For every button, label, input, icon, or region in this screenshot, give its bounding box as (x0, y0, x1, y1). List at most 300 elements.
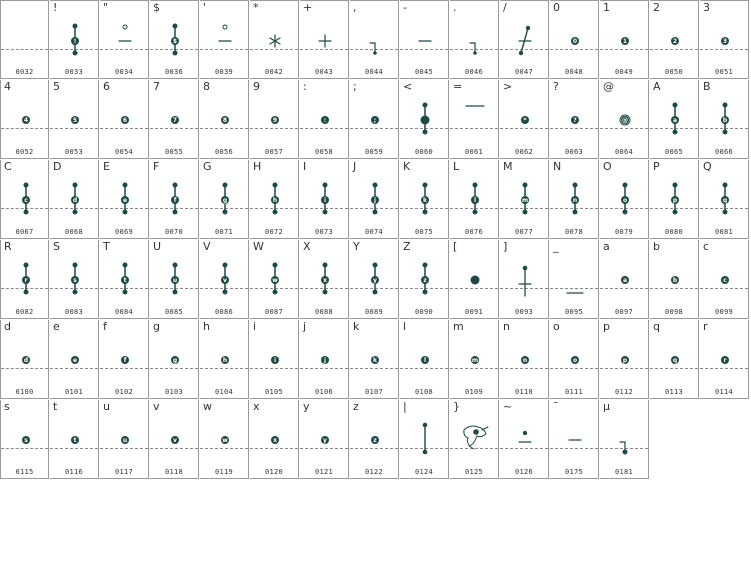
stick-bottom-dot (373, 290, 378, 295)
glyph-code-label: 0082 (15, 308, 34, 316)
small-dot (223, 25, 227, 29)
glyph-character-label: l (403, 320, 407, 333)
glyph-code-label: 0058 (314, 148, 334, 156)
glyph-code-label: 0064 (614, 148, 634, 156)
stick-top-dot (473, 183, 478, 188)
stick-top-dot (273, 183, 278, 188)
glyph-character-label: L (453, 160, 460, 173)
ball-label: u (122, 437, 128, 444)
glyph-cell (250, 400, 299, 479)
glyph-code-label: 0108 (414, 388, 434, 396)
glyph-cell (550, 240, 599, 319)
glyph-code-label: 0097 (614, 308, 634, 316)
ball-label: q (722, 197, 728, 204)
glyph-cell (450, 240, 499, 319)
stick-bottom-dot (673, 130, 678, 135)
ball-label: v (223, 277, 227, 284)
glyph-cell (500, 320, 549, 399)
glyph-character-label: g (153, 320, 160, 333)
glyph-cell (50, 240, 99, 319)
glyph-character-label: s (4, 400, 10, 413)
glyph-code-label: 0048 (564, 68, 584, 76)
ball-label: y (323, 437, 327, 444)
hook-dot (373, 51, 377, 55)
stick-top-dot (73, 24, 78, 29)
glyph-code-label: 0050 (664, 68, 684, 76)
ball-label: n (572, 197, 578, 204)
glyph-code-label: 0087 (264, 308, 284, 316)
ball-label: a (622, 277, 628, 284)
ball-label: 3 (722, 38, 728, 45)
ball-label: ! (73, 38, 77, 45)
glyph-code-label: 0081 (714, 228, 734, 236)
glyph-character-label: u (103, 400, 110, 413)
ball-label: 8 (222, 117, 228, 124)
stick-bottom-dot (24, 210, 29, 215)
glyph-cell (400, 240, 449, 319)
creature-eye (473, 429, 479, 435)
glyph-code-label: 0077 (514, 228, 534, 236)
glyph-code-label: 0109 (464, 388, 484, 396)
glyph-code-label: 0063 (564, 148, 584, 156)
glyph-character-label: M (503, 160, 513, 173)
glyph-character-label: ¯ (553, 400, 559, 413)
ball-label: c (723, 277, 727, 284)
ball-label: c (24, 197, 28, 204)
glyph-code-label: 0036 (164, 68, 184, 76)
glyph-character-label: f (103, 320, 107, 333)
glyph-character-label: c (703, 240, 710, 253)
ball-label: d (72, 197, 78, 204)
glyph-character-label: < (403, 80, 413, 93)
glyph-character-label: + (303, 1, 313, 14)
glyph-cell (700, 80, 749, 159)
stick-bottom-dot (373, 210, 378, 215)
pole-bottom-dot (423, 450, 428, 455)
stick-top-dot (223, 183, 228, 188)
glyph-code-label: 0089 (364, 308, 384, 316)
glyph-character-label: O (603, 160, 612, 173)
glyph-code-label: 0053 (64, 148, 84, 156)
glyph-character-label: e (53, 320, 60, 333)
glyph-character-label: = (453, 80, 463, 93)
glyph-code-label: 0104 (214, 388, 234, 396)
glyph-cell (100, 240, 149, 319)
glyph-cell (400, 80, 449, 159)
ball-label: 4 (23, 117, 29, 124)
glyph-cell (250, 240, 299, 319)
glyph-code-label: 0070 (164, 228, 184, 236)
ball-label: d (23, 357, 29, 364)
glyph-character-label: 9 (253, 80, 260, 93)
stick-top-dot (373, 183, 378, 188)
glyph-cell (650, 80, 699, 159)
glyph-cell (450, 0, 499, 79)
glyph-character-label: V (203, 240, 211, 253)
ball-label: ; (373, 117, 377, 124)
glyph-cell (500, 80, 549, 159)
glyph-cell (500, 400, 549, 479)
ball-label: j (323, 357, 327, 364)
stick-bottom-dot (423, 210, 428, 215)
stick-top-dot (423, 103, 428, 108)
creature-outline (464, 426, 486, 446)
glyph-cell (150, 240, 199, 319)
ball-label: m (521, 197, 529, 204)
glyph-character-label: $ (153, 1, 160, 14)
glyph-code-label: 0055 (164, 148, 184, 156)
glyph-character-label: - (403, 1, 407, 14)
stick-bottom-dot (173, 51, 178, 56)
stick-bottom-dot (273, 210, 278, 215)
glyph-character-label: o (553, 320, 560, 333)
stick-top-dot (573, 183, 578, 188)
glyph-cell (300, 240, 349, 319)
glyph-cell (700, 160, 749, 239)
glyph-code-label: 0065 (664, 148, 684, 156)
glyph-code-label: 0076 (464, 228, 484, 236)
glyph-code-label: 0098 (664, 308, 684, 316)
glyph-cell (200, 240, 249, 319)
ball-label: s (73, 277, 77, 284)
glyph-character-label: p (603, 320, 610, 333)
glyph-cell (250, 160, 299, 239)
ball-label: p (672, 197, 678, 204)
glyph-code-label: 0111 (564, 388, 584, 396)
stick-bottom-dot (24, 290, 29, 295)
glyph-code-label: 0084 (114, 308, 134, 316)
ball-label: $ (172, 38, 178, 45)
glyph-code-label: 0091 (464, 308, 484, 316)
ball-label: 0 (572, 38, 578, 45)
glyph-code-label: 0093 (514, 308, 534, 316)
glyph-code-label: 0052 (15, 148, 34, 156)
glyph-character-label: } (453, 400, 460, 413)
glyph-code-label: 0047 (514, 68, 534, 76)
glyph-character-label: J (353, 160, 357, 173)
glyph-code-label: 0102 (114, 388, 134, 396)
stick-top-dot (24, 183, 29, 188)
glyph-character-label: 8 (203, 80, 210, 93)
glyph-character-label: R (4, 240, 12, 253)
glyph-character-label: @ (603, 80, 614, 93)
glyph-character-label: Q (703, 160, 712, 173)
glyph-character-label: B (703, 80, 711, 93)
ball-label: i (273, 357, 277, 364)
glyph-character-label: r (703, 320, 708, 333)
glyph-cell (100, 80, 149, 159)
glyph-code-label: 0046 (464, 68, 484, 76)
glyph-character-label: . (453, 1, 457, 14)
glyph-character-label: ~ (503, 400, 513, 413)
glyph-cell (550, 160, 599, 239)
stick-top-dot (423, 263, 428, 268)
ball-label: f (123, 357, 127, 364)
stick-bottom-dot (73, 210, 78, 215)
glyph-cell (650, 240, 699, 319)
glyph-code-label: 0114 (714, 388, 734, 396)
glyph-cell (300, 320, 349, 399)
slash-bottom-dot (519, 51, 523, 55)
glyph-cell (150, 80, 199, 159)
glyph-character-label: q (653, 320, 660, 333)
glyph-character-label: E (103, 160, 110, 173)
glyph-cell (0, 240, 49, 319)
ball-label: e (122, 197, 128, 204)
ball-label: z (373, 437, 377, 444)
glyph-code-label: 0054 (114, 148, 134, 156)
ball-label: s (24, 437, 28, 444)
glyph-cell (200, 160, 249, 239)
glyph-cell (450, 320, 499, 399)
glyph-cell (0, 320, 49, 399)
stick-bottom-dot (673, 210, 678, 215)
ball-label: g (222, 197, 228, 204)
glyph-character-label: 6 (103, 80, 110, 93)
glyph-code-label: 0101 (64, 388, 84, 396)
stick-top-dot (73, 183, 78, 188)
glyph-code-label: 0057 (264, 148, 284, 156)
stick-bottom-dot (423, 290, 428, 295)
glyph-code-label: 0042 (264, 68, 284, 76)
glyph-cell (50, 80, 99, 159)
glyph-character-label: x (253, 400, 260, 413)
glyph-cell (200, 0, 249, 79)
glyph-code-label: 0112 (614, 388, 634, 396)
ball-label: z (423, 277, 427, 284)
ball-label: e (72, 357, 78, 364)
ball-label: a (672, 117, 678, 124)
ball-label: x (273, 437, 277, 444)
ball-label: w (272, 277, 278, 284)
glyph-cell (550, 400, 599, 479)
glyph-code-label: 0119 (214, 468, 234, 476)
glyph-character-label: [ (453, 240, 458, 253)
glyph-character-label: W (253, 240, 264, 253)
glyph-cell (400, 320, 449, 399)
glyph-character-label: 1 (603, 1, 610, 14)
glyph-code-label: 0060 (414, 148, 434, 156)
stick-top-dot (173, 263, 178, 268)
ball-label: i (323, 197, 327, 204)
glyph-character-label: _ (553, 240, 559, 253)
stick-top-dot (24, 263, 29, 268)
ball-label: @ (622, 117, 628, 124)
ball-label: 7 (172, 117, 178, 124)
glyph-cell (600, 80, 649, 159)
glyph-code-label: 0075 (414, 228, 434, 236)
stick-bottom-dot (73, 51, 78, 56)
ball-label: j (373, 197, 377, 204)
ball-label: h (272, 197, 278, 204)
stick-bottom-dot (273, 290, 278, 295)
slash-top-dot (526, 26, 530, 30)
stick-top-dot (673, 103, 678, 108)
stick-bottom-dot (173, 210, 178, 215)
stick-bottom-dot (73, 290, 78, 295)
glyph-character-label: T (103, 240, 110, 253)
glyph-cell (0, 0, 49, 79)
glyph-character-label: a (603, 240, 610, 253)
glyph-character-label: 2 (653, 1, 660, 14)
glyph-cell (200, 80, 249, 159)
glyph-code-label: 0080 (664, 228, 684, 236)
stick-bottom-dot (123, 210, 128, 215)
glyph-code-label: 0045 (414, 68, 434, 76)
stick-top-dot (73, 263, 78, 268)
glyph-character-label: d (4, 320, 11, 333)
glyph-code-label: 0061 (464, 148, 484, 156)
glyph-code-label: 0068 (64, 228, 84, 236)
glyph-character-label: : (303, 80, 307, 93)
ball-label: l (473, 197, 477, 204)
glyph-code-label: 0118 (164, 468, 184, 476)
glyph-cell (150, 160, 199, 239)
ball-label: v (173, 437, 177, 444)
glyph-character-label: 4 (4, 80, 11, 93)
glyph-code-label: 0103 (164, 388, 184, 396)
glyph-cell (600, 160, 649, 239)
glyph-character-label: m (453, 320, 464, 333)
glyph-cell (450, 80, 499, 159)
ball-label: 9 (272, 117, 278, 124)
glyph-cell (450, 160, 499, 239)
glyph-character-label: ; (353, 80, 357, 93)
glyph-cell (350, 240, 399, 319)
glyph-cell (0, 400, 49, 479)
stick-bottom-dot (223, 290, 228, 295)
ball-label: y (373, 277, 377, 284)
hook-dot (473, 51, 477, 55)
glyph-cell (500, 0, 549, 79)
glyph-cell (400, 0, 449, 79)
glyph-cell (700, 240, 749, 319)
glyph-character-label: y (303, 400, 310, 413)
glyph-cell (650, 0, 699, 79)
glyph-character-label: N (553, 160, 562, 173)
glyph-character-label: ' (203, 1, 207, 14)
glyph-character-label: n (503, 320, 510, 333)
ball-label: r (723, 357, 727, 364)
ball-label: u (172, 277, 178, 284)
big-dot (471, 276, 480, 285)
glyph-character-label: D (53, 160, 62, 173)
glyph-cell (50, 400, 99, 479)
glyph-code-label: 0039 (214, 68, 234, 76)
hook-dot (623, 450, 628, 455)
stick-bottom-dot (723, 210, 728, 215)
glyph-cell (650, 160, 699, 239)
ball-label: q (672, 357, 678, 364)
ball-label: k (423, 197, 427, 204)
glyph-cell (300, 400, 349, 479)
ball-label: h (222, 357, 228, 364)
glyph-code-label: 0032 (15, 68, 34, 76)
ball-label: r (24, 277, 28, 284)
ball-label: * (523, 117, 527, 124)
glyph-character-label: ] (503, 240, 508, 253)
glyph-code-label: 0126 (514, 468, 534, 476)
glyph-cell (100, 400, 149, 479)
glyph-cell (600, 400, 649, 479)
ball-label: f (173, 197, 177, 204)
glyph-code-label: 0049 (614, 68, 634, 76)
ball-label: b (672, 277, 678, 284)
glyph-code-label: 0062 (514, 148, 534, 156)
glyph-character-label: C (4, 160, 12, 173)
glyph-cell (500, 160, 549, 239)
glyph-character-label: ! (53, 1, 58, 14)
glyph-cell (50, 0, 99, 79)
stick-top-dot (173, 24, 178, 29)
ball-label: p (622, 357, 628, 364)
glyph-cell (700, 320, 749, 399)
glyph-cell (550, 320, 599, 399)
glyph-character-label: w (203, 400, 212, 413)
stick-bottom-dot (423, 130, 428, 135)
glyph-character-label: z (353, 400, 359, 413)
glyph-code-label: 0095 (564, 308, 584, 316)
glyph-code-label: 0116 (64, 468, 84, 476)
glyph-character-label: 3 (703, 1, 710, 14)
glyph-character-label: A (653, 80, 661, 93)
glyph-code-label: 0110 (514, 388, 534, 396)
stick-bottom-dot (623, 210, 628, 215)
glyph-code-label: 0085 (164, 308, 184, 316)
glyph-cell (700, 0, 749, 79)
stick-top-dot (323, 263, 328, 268)
ball-label: o (572, 357, 578, 364)
glyph-code-label: 0072 (264, 228, 284, 236)
glyph-code-label: 0033 (64, 68, 84, 76)
glyph-character-label: v (153, 400, 160, 413)
glyph-code-label: 0074 (364, 228, 384, 236)
ball-label: 6 (122, 117, 128, 124)
glyph-code-label: 0181 (614, 468, 634, 476)
glyph-code-label: 0034 (114, 68, 134, 76)
glyph-code-label: 0069 (114, 228, 134, 236)
glyph-code-label: 0122 (364, 468, 384, 476)
glyph-character-label: h (203, 320, 210, 333)
glyph-cell (600, 320, 649, 399)
small-dot (523, 431, 527, 435)
glyph-code-label: 0175 (564, 468, 584, 476)
glyph-code-label: 0043 (314, 68, 334, 76)
ball-label: g (172, 357, 178, 364)
ball-label: o (622, 197, 628, 204)
glyph-character-label: " (103, 1, 109, 14)
glyph-code-label: 0124 (414, 468, 434, 476)
glyph-cell (350, 400, 399, 479)
stick-top-dot (323, 183, 328, 188)
glyph-code-label: 0079 (614, 228, 634, 236)
glyph-character-label: 7 (153, 80, 160, 93)
ball-label: 5 (72, 117, 78, 124)
stick-top-dot (723, 103, 728, 108)
glyph-character-label: Y (353, 240, 360, 253)
glyph-code-label: 0088 (314, 308, 334, 316)
glyph-character-label: H (253, 160, 262, 173)
stick-bottom-dot (723, 130, 728, 135)
glyph-character-label: k (353, 320, 360, 333)
glyph-cell (50, 320, 99, 399)
glyph-character-label: X (303, 240, 311, 253)
glyph-cell (200, 320, 249, 399)
glyph-character-label: S (53, 240, 60, 253)
glyph-code-label: 0099 (714, 308, 734, 316)
glyph-character-label: I (303, 160, 307, 173)
pole-top-dot (423, 423, 428, 428)
